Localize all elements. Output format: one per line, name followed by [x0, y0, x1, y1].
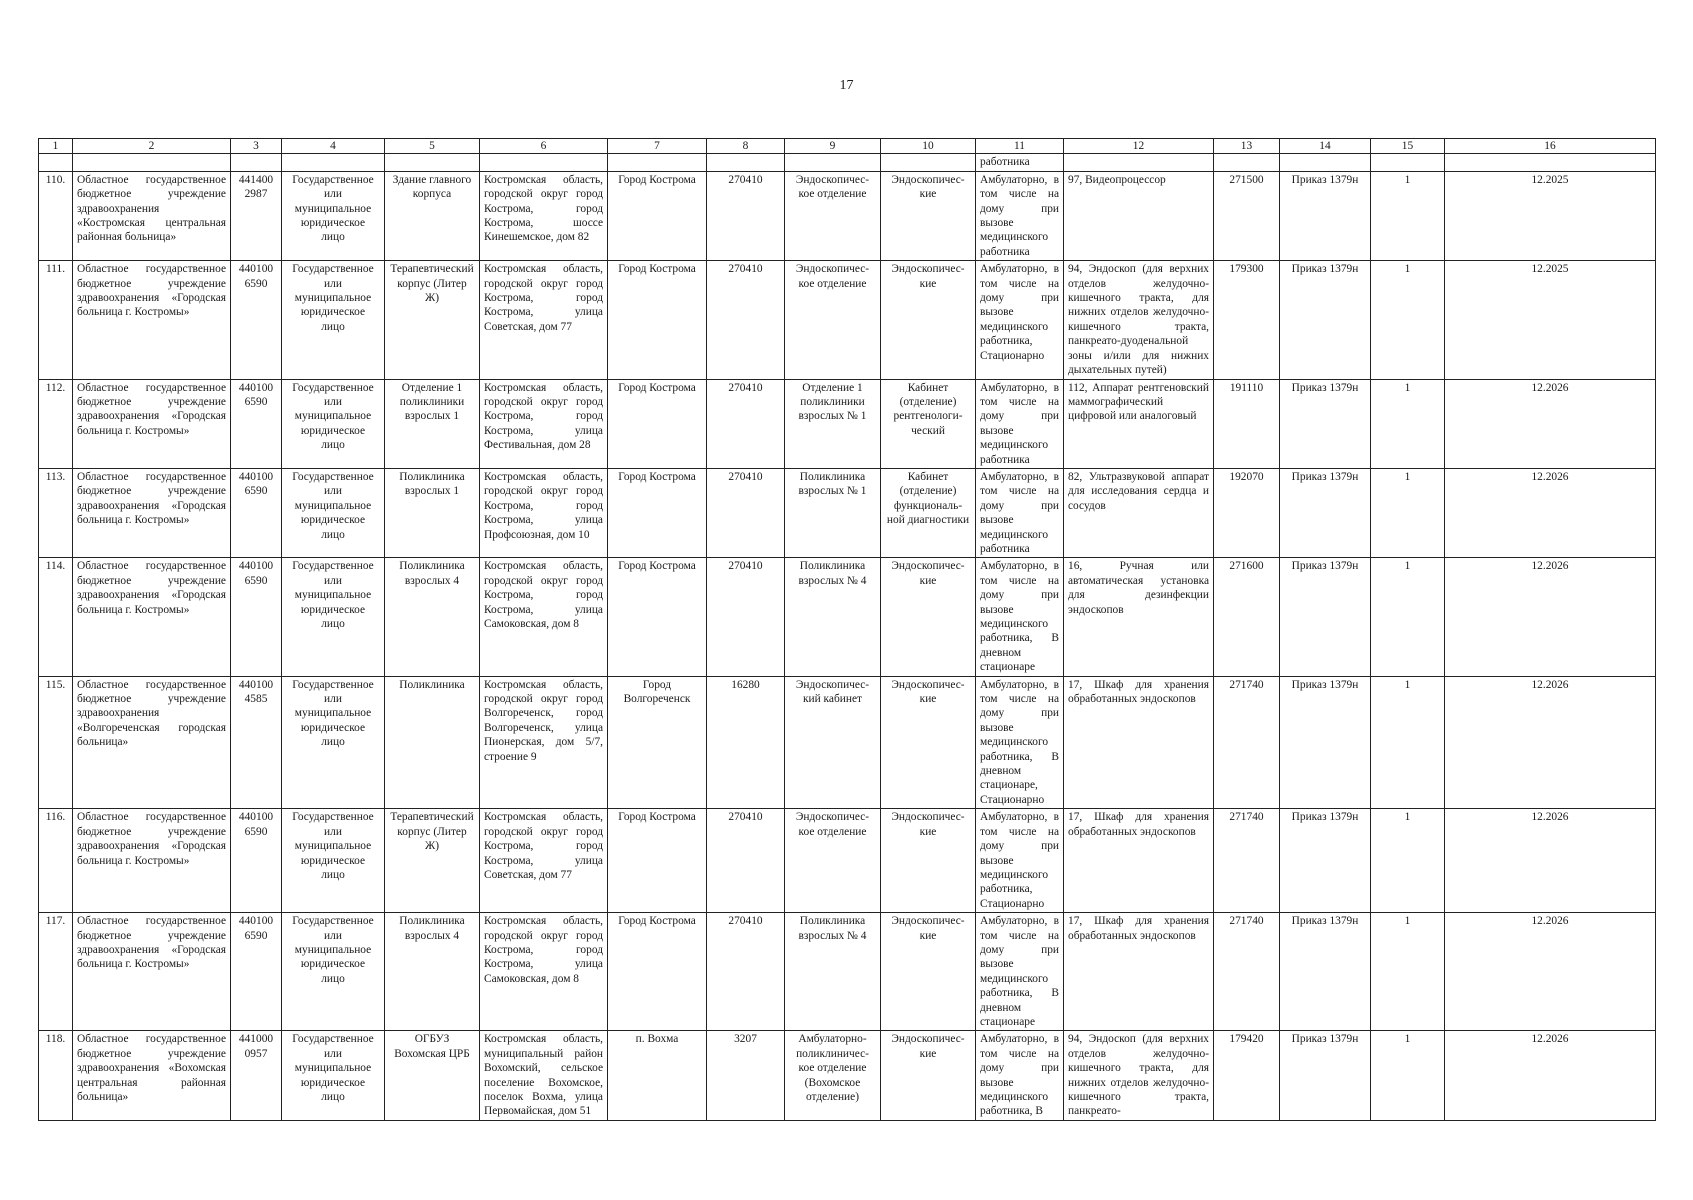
table-row [39, 171, 1656, 260]
care-conditions: Амбулаторно, в том числе на дому при вызове медицинского работника [976, 171, 1064, 260]
municipality: Город Кострома [608, 379, 707, 468]
care-conditions: Амбулаторно, в том числе на дому при вызове медицинского работника, В дневном стационаре [976, 558, 1064, 676]
row-number: 112. [39, 379, 73, 468]
facility-address: Костромская область, городской округ город Кострома, город Кострома, улица Советская, дом 77 [480, 809, 608, 913]
equipment-name: 94, Эндоскоп (для верхних отделов желудочно-кишечного тракта, для нижних отделов желудочно-кишечного тракта, панкреато- [1064, 1031, 1214, 1120]
delivery-date: 12.2026 [1445, 468, 1656, 557]
column-number: 3 [231, 139, 282, 154]
column-number: 2 [73, 139, 231, 154]
legal-form: Государственное или муниципальное юридическое лицо [282, 379, 385, 468]
table-row [39, 558, 1656, 676]
table-row [39, 809, 1656, 913]
page-number: 17 [839, 78, 854, 93]
municipality: п. Вохма [608, 1031, 707, 1120]
inn-code: 440100 6590 [231, 261, 282, 379]
building-name: Поликлиника взрослых 1 [385, 468, 480, 557]
column-number: 8 [707, 139, 785, 154]
oktmo-code: 270410 [707, 809, 785, 913]
division-profile: Эндоскопичес- кие [881, 913, 976, 1031]
quantity: 1 [1371, 171, 1445, 260]
legal-form: Государственное или муниципальное юридическое лицо [282, 1031, 385, 1120]
equipment-name: 97, Видеопроцессор [1064, 171, 1214, 260]
oktmo-code: 270410 [707, 558, 785, 676]
inn-code: 440100 6590 [231, 468, 282, 557]
inn-code: 440100 6590 [231, 809, 282, 913]
order-reference: Приказ 1379н [1280, 676, 1371, 809]
continuation-row [39, 154, 1656, 171]
table-row [39, 676, 1656, 809]
order-reference: Приказ 1379н [1280, 171, 1371, 260]
municipality: Город Кострома [608, 809, 707, 913]
column-number: 12 [1064, 139, 1214, 154]
equipment-name: 94, Эндоскоп (для верхних отделов желудочно-кишечного тракта, для нижних отделов желудочно-кишечного тракта, панкреато-дуоденальной зоны и/или для нижних дыхательных путей) [1064, 261, 1214, 379]
facility-address: Костромская область, городской округ город Кострома, город Кострома, улица Профсоюзная, дом 10 [480, 468, 608, 557]
municipality: Город Кострома [608, 558, 707, 676]
institution-name: Областное государственное бюджетное учреждение здравоохранения «Городская больница г. Костромы» [73, 468, 231, 557]
quantity: 1 [1371, 676, 1445, 809]
division-name: Отделение 1 поликлиники взрослых № 1 [785, 379, 881, 468]
row-number: 114. [39, 558, 73, 676]
order-reference: Приказ 1379н [1280, 379, 1371, 468]
municipality: Город Кострома [608, 913, 707, 1031]
legal-form: Государственное или муниципальное юридическое лицо [282, 171, 385, 260]
row-number: 117. [39, 913, 73, 1031]
division-profile: Эндоскопичес- кие [881, 676, 976, 809]
building-name: Терапевтический корпус (Литер Ж) [385, 261, 480, 379]
building-name: Поликлиника [385, 676, 480, 809]
column-number: 5 [385, 139, 480, 154]
institution-name: Областное государственное бюджетное учреждение здравоохранения «Городская больница г. Костромы» [73, 809, 231, 913]
institution-name: Областное государственное бюджетное учреждение здравоохранения «Городская больница г. Костромы» [73, 261, 231, 379]
care-conditions: Амбулаторно, в том числе на дому при вызове медицинского работника, В дневном стационаре, Стационарно [976, 676, 1064, 809]
column-number: 7 [608, 139, 707, 154]
building-name: Поликлиника взрослых 4 [385, 913, 480, 1031]
column-number: 16 [1445, 139, 1656, 154]
column-number: 6 [480, 139, 608, 154]
equipment-name: 112, Аппарат рентгеновский маммографический цифровой или аналоговый [1064, 379, 1214, 468]
delivery-date: 12.2026 [1445, 1031, 1656, 1120]
municipality: Город Кострома [608, 261, 707, 379]
order-reference: Приказ 1379н [1280, 558, 1371, 676]
institution-name: Областное государственное бюджетное учреждение здравоохранения «Городская больница г. Костромы» [73, 913, 231, 1031]
delivery-date: 12.2026 [1445, 809, 1656, 913]
oktmo-code: 270410 [707, 379, 785, 468]
facility-address: Костромская область, городской округ город Волгореченск, город Волгореченск, улица Пионерская, дом 5/7, строение 9 [480, 676, 608, 809]
delivery-date: 12.2026 [1445, 676, 1656, 809]
equipment-code: 271740 [1214, 676, 1280, 809]
equipment-name: 82, Ультразвуковой аппарат для исследования сердца и сосудов [1064, 468, 1214, 557]
institution-name: Областное государственное бюджетное учреждение здравоохранения «Волгореченская городская больница» [73, 676, 231, 809]
division-profile: Эндоскопичес- кие [881, 809, 976, 913]
row-number: 111. [39, 261, 73, 379]
building-name: Терапевтический корпус (Литер Ж) [385, 809, 480, 913]
legal-form: Государственное или муниципальное юридическое лицо [282, 676, 385, 809]
row-number: 113. [39, 468, 73, 557]
column-number: 11 [976, 139, 1064, 154]
oktmo-code: 270410 [707, 261, 785, 379]
institution-name: Областное государственное бюджетное учреждение здравоохранения «Костромская центральная районная больница» [73, 171, 231, 260]
division-profile: Эндоскопичес- кие [881, 1031, 976, 1120]
register-table [38, 138, 1656, 1121]
equipment-code: 191110 [1214, 379, 1280, 468]
inn-code: 440100 6590 [231, 379, 282, 468]
delivery-date: 12.2025 [1445, 171, 1656, 260]
column-number: 10 [881, 139, 976, 154]
legal-form: Государственное или муниципальное юридическое лицо [282, 913, 385, 1031]
equipment-name: 16, Ручная или автоматическая установка для дезинфекции эндоскопов [1064, 558, 1214, 676]
equipment-name: 17, Шкаф для хранения обработанных эндоскопов [1064, 913, 1214, 1031]
inn-code: 441400 2987 [231, 171, 282, 260]
delivery-date: 12.2026 [1445, 379, 1656, 468]
division-profile: Эндоскопичес- кие [881, 261, 976, 379]
municipality: Город Волгореченск [608, 676, 707, 809]
municipality: Город Кострома [608, 171, 707, 260]
equipment-code: 271740 [1214, 913, 1280, 1031]
column-number: 4 [282, 139, 385, 154]
division-name: Поликлиника взрослых № 4 [785, 913, 881, 1031]
quantity: 1 [1371, 913, 1445, 1031]
equipment-code: 192070 [1214, 468, 1280, 557]
care-conditions: Амбулаторно, в том числе на дому при вызове медицинского работника, Стационарно [976, 261, 1064, 379]
table-row [39, 913, 1656, 1031]
column-number: 13 [1214, 139, 1280, 154]
care-conditions: Амбулаторно, в том числе на дому при вызове медицинского работника, Стационарно [976, 809, 1064, 913]
division-name: Поликлиника взрослых № 1 [785, 468, 881, 557]
division-profile: Кабинет (отделение) функциональ- ной диагностики [881, 468, 976, 557]
quantity: 1 [1371, 809, 1445, 913]
legal-form: Государственное или муниципальное юридическое лицо [282, 468, 385, 557]
building-name: Отделение 1 поликлиники взрослых 1 [385, 379, 480, 468]
equipment-code: 271740 [1214, 809, 1280, 913]
order-reference: Приказ 1379н [1280, 468, 1371, 557]
building-name: Поликлиника взрослых 4 [385, 558, 480, 676]
order-reference: Приказ 1379н [1280, 261, 1371, 379]
facility-address: Костромская область, городской округ город Кострома, город Кострома, шоссе Кинешемское, дом 82 [480, 171, 608, 260]
institution-name: Областное государственное бюджетное учреждение здравоохранения «Городская больница г. Костромы» [73, 558, 231, 676]
table-row [39, 468, 1656, 557]
legal-form: Государственное или муниципальное юридическое лицо [282, 809, 385, 913]
equipment-name: 17, Шкаф для хранения обработанных эндоскопов [1064, 676, 1214, 809]
quantity: 1 [1371, 558, 1445, 676]
delivery-date: 12.2025 [1445, 261, 1656, 379]
equipment-name: 17, Шкаф для хранения обработанных эндоскопов [1064, 809, 1214, 913]
legal-form: Государственное или муниципальное юридическое лицо [282, 558, 385, 676]
oktmo-code: 270410 [707, 468, 785, 557]
row-number: 115. [39, 676, 73, 809]
facility-address: Костромская область, городской округ город Кострома, город Кострома, улица Советская, дом 77 [480, 261, 608, 379]
quantity: 1 [1371, 1031, 1445, 1120]
institution-name: Областное государственное бюджетное учреждение здравоохранения «Городская больница г. Костромы» [73, 379, 231, 468]
facility-address: Костромская область, городской округ город Кострома, город Кострома, улица Самоковская, дом 8 [480, 558, 608, 676]
care-conditions: Амбулаторно, в том числе на дому при вызове медицинского работника, В дневном стационаре [976, 913, 1064, 1031]
equipment-code: 179420 [1214, 1031, 1280, 1120]
quantity: 1 [1371, 379, 1445, 468]
row-number: 116. [39, 809, 73, 913]
column-number: 15 [1371, 139, 1445, 154]
division-name: Эндоскопичес- кое отделение [785, 261, 881, 379]
division-profile: Кабинет (отделение) рентгенологи- ческий [881, 379, 976, 468]
inn-code: 440100 4585 [231, 676, 282, 809]
quantity: 1 [1371, 261, 1445, 379]
care-conditions: Амбулаторно, в том числе на дому при вызове медицинского работника, В [976, 1031, 1064, 1120]
continued-conditions-text: работника [976, 154, 1064, 171]
care-conditions: Амбулаторно, в том числе на дому при вызове медицинского работника [976, 468, 1064, 557]
facility-address: Костромская область, муниципальный район Вохомский, сельское поселение Вохомское, поселок Вохма, улица Первомайская, дом 51 [480, 1031, 608, 1120]
column-number: 1 [39, 139, 73, 154]
facility-address: Костромская область, городской округ город Кострома, город Кострома, улица Фестивальная, дом 28 [480, 379, 608, 468]
table-row [39, 1031, 1656, 1120]
order-reference: Приказ 1379н [1280, 913, 1371, 1031]
row-number: 118. [39, 1031, 73, 1120]
order-reference: Приказ 1379н [1280, 1031, 1371, 1120]
delivery-date: 12.2026 [1445, 558, 1656, 676]
division-profile: Эндоскопичес- кие [881, 171, 976, 260]
quantity: 1 [1371, 468, 1445, 557]
oktmo-code: 3207 [707, 1031, 785, 1120]
row-number: 110. [39, 171, 73, 260]
institution-name: Областное государственное бюджетное учреждение здравоохранения «Вохомская центральная районная больница» [73, 1031, 231, 1120]
building-name: Здание главного корпуса [385, 171, 480, 260]
oktmo-code: 270410 [707, 171, 785, 260]
oktmo-code: 270410 [707, 913, 785, 1031]
care-conditions: Амбулаторно, в том числе на дому при вызове медицинского работника [976, 379, 1064, 468]
order-reference: Приказ 1379н [1280, 809, 1371, 913]
municipality: Город Кострома [608, 468, 707, 557]
division-profile: Эндоскопичес- кие [881, 558, 976, 676]
facility-address: Костромская область, городской округ город Кострома, город Кострома, улица Самоковская, дом 8 [480, 913, 608, 1031]
building-name: ОГБУЗ Вохомская ЦРБ [385, 1031, 480, 1120]
legal-form: Государственное или муниципальное юридическое лицо [282, 261, 385, 379]
column-number: 9 [785, 139, 881, 154]
table-row [39, 379, 1656, 468]
equipment-code: 179300 [1214, 261, 1280, 379]
division-name: Амбулаторно- поликлиничес- кое отделение (Вохомское отделение) [785, 1031, 881, 1120]
inn-code: 440100 6590 [231, 913, 282, 1031]
column-number: 14 [1280, 139, 1371, 154]
division-name: Эндоскопичес- кий кабинет [785, 676, 881, 809]
inn-code: 441000 0957 [231, 1031, 282, 1120]
inn-code: 440100 6590 [231, 558, 282, 676]
column-number-row [39, 139, 1656, 154]
delivery-date: 12.2026 [1445, 913, 1656, 1031]
oktmo-code: 16280 [707, 676, 785, 809]
division-name: Эндоскопичес- кое отделение [785, 171, 881, 260]
equipment-code: 271600 [1214, 558, 1280, 676]
division-name: Поликлиника взрослых № 4 [785, 558, 881, 676]
table-row [39, 261, 1656, 379]
equipment-code: 271500 [1214, 171, 1280, 260]
division-name: Эндоскопичес- кое отделение [785, 809, 881, 913]
